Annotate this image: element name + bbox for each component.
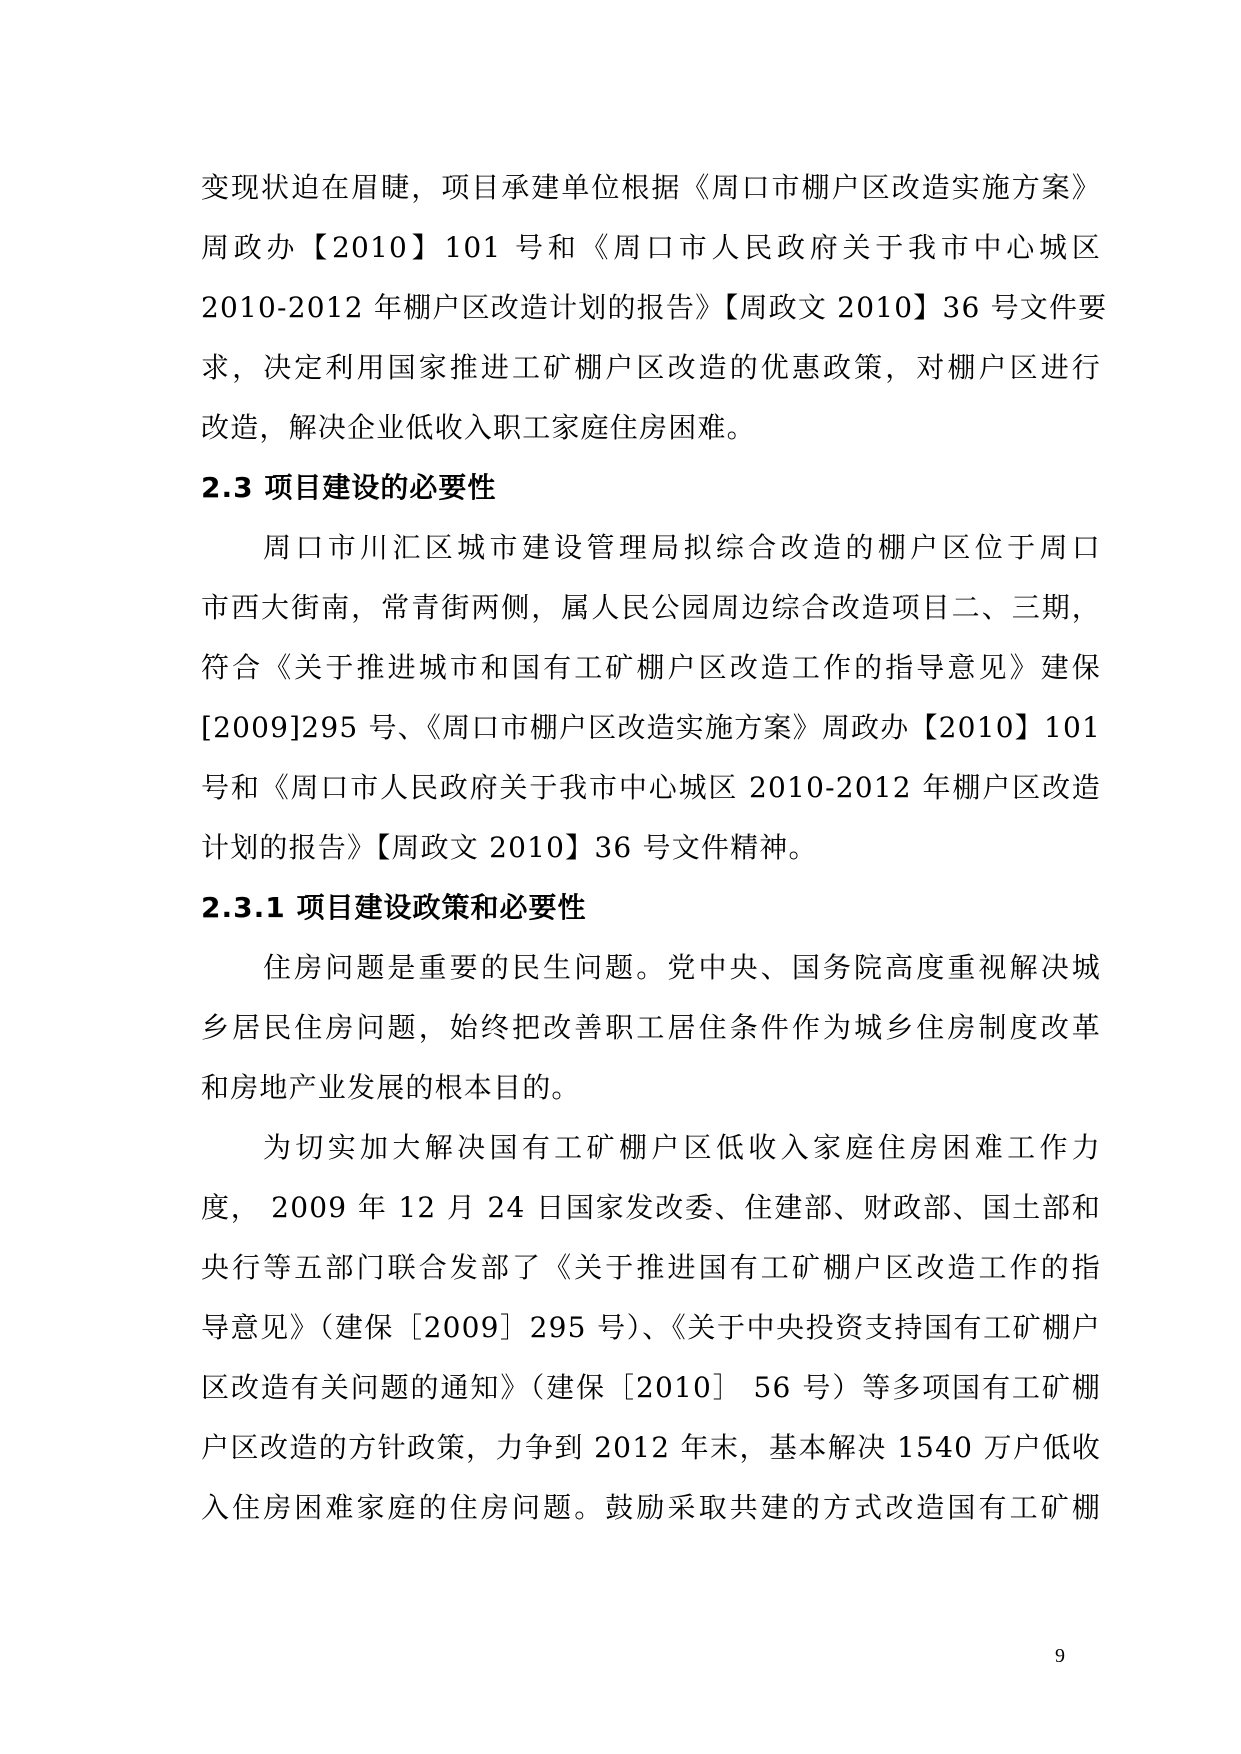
text-line: 入住房困难家庭的住房问题。鼓励采取共建的方式改造国有工矿棚 (201, 1491, 1101, 1524)
body-text (201, 158, 1108, 1538)
text-line: 周政办【2010】101 号和《周口市人民政府关于我市中心城区 (201, 231, 1101, 264)
section-heading: 2.3.1 项目建设政策和必要性 (201, 891, 587, 924)
text-line: 2010-2012 年棚户区改造计划的报告》【周政文 2010】36 号文件要 (201, 291, 1108, 324)
text-line: 周口市川汇区城市建设管理局拟综合改造的棚户区位于周口 (263, 531, 1101, 564)
text-line: 户区改造的方针政策，力争到 2012 年末，基本解决 1540 万户低收 (201, 1431, 1101, 1464)
page-number: 9 (1055, 1645, 1065, 1667)
text-line: 乡居民住房问题，始终把改善职工居住条件作为城乡住房制度改革 (201, 1011, 1101, 1044)
text-line: 符合《关于推进城市和国有工矿棚户区改造工作的指导意见》建保 (201, 651, 1101, 684)
text-line: 计划的报告》【周政文 2010】36 号文件精神。 (201, 831, 818, 864)
text-line: 央行等五部门联合发部了《关于推进国有工矿棚户区改造工作的指 (201, 1251, 1101, 1284)
text-line: 和房地产业发展的根本目的。 (201, 1071, 581, 1104)
section-heading: 2.3 项目建设的必要性 (201, 471, 497, 504)
text-line: 改造，解决企业低收入职工家庭住房困难。 (201, 411, 756, 444)
text-line: 区改造有关问题的通知》（建保［2010］ 56 号）等多项国有工矿棚 (201, 1371, 1101, 1404)
text-line: 为切实加大解决国有工矿棚户区低收入家庭住房困难工作力 (263, 1131, 1101, 1164)
text-line: [2009]295 号、《周口市棚户区改造实施方案》周政办【2010】101 (201, 711, 1101, 744)
text-line: 度， 2009 年 12 月 24 日国家发改委、住建部、财政部、国土部和 (201, 1191, 1101, 1224)
text-line: 住房问题是重要的民生问题。党中央、国务院高度重视解决城 (263, 951, 1101, 984)
text-line: 导意见》（建保［2009］295 号）、《关于中央投资支持国有工矿棚户 (201, 1311, 1101, 1344)
text-line: 求，决定利用国家推进工矿棚户区改造的优惠政策，对棚户区进行 (201, 351, 1101, 384)
text-line: 变现状迫在眉睫，项目承建单位根据《周口市棚户区改造实施方案》 (201, 171, 1101, 204)
text-line: 市西大街南，常青街两侧，属人民公园周边综合改造项目二、三期， (201, 591, 1101, 624)
text-line: 号和《周口市人民政府关于我市中心城区 2010-2012 年棚户区改造 (201, 771, 1101, 804)
